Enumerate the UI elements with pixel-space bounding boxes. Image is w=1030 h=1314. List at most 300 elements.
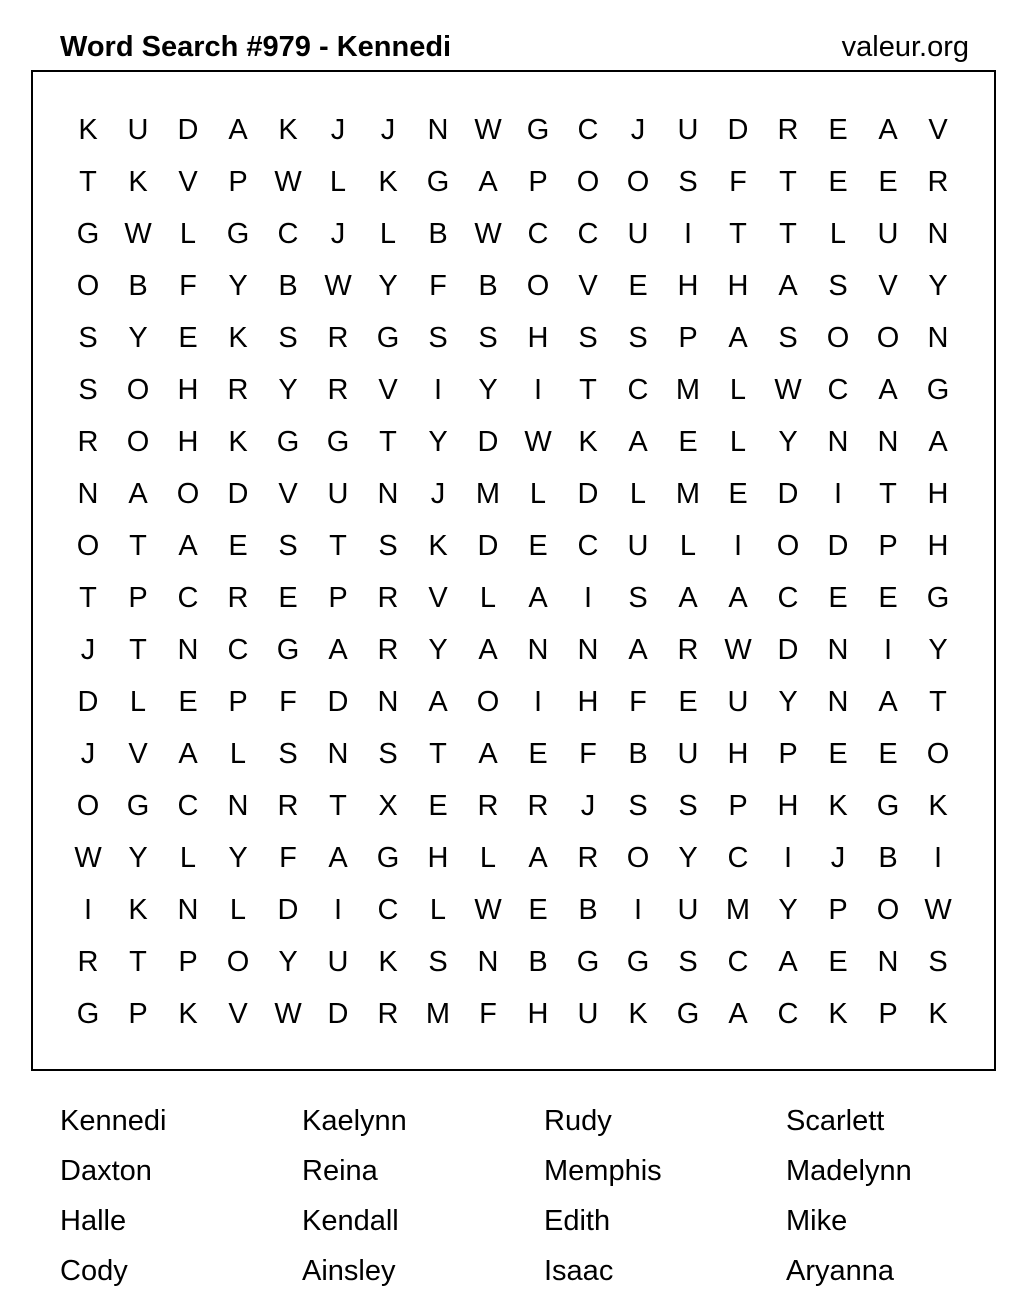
grid-cell[interactable]: F [279, 685, 297, 718]
grid-cell[interactable]: S [628, 321, 648, 354]
grid-cell[interactable]: P [328, 581, 348, 614]
grid-cell[interactable]: M [725, 893, 751, 926]
grid-cell[interactable]: C [527, 217, 549, 250]
grid-cell[interactable]: G [126, 789, 150, 822]
grid-cell[interactable]: M [675, 373, 701, 406]
grid-cell[interactable]: O [176, 477, 200, 510]
grid-cell[interactable]: S [278, 737, 298, 770]
grid-cell[interactable]: M [425, 997, 451, 1030]
grid-cell[interactable]: J [330, 217, 346, 250]
grid-cell[interactable]: U [677, 113, 699, 146]
grid-cell[interactable]: N [827, 685, 849, 718]
grid-cell[interactable]: S [678, 945, 698, 978]
grid-cell[interactable]: G [426, 165, 450, 198]
grid-cell[interactable]: P [228, 165, 248, 198]
grid-cell[interactable]: G [76, 997, 100, 1030]
grid-cell[interactable]: T [329, 789, 347, 822]
grid-cell[interactable]: F [279, 841, 297, 874]
grid-cell[interactable]: E [178, 321, 198, 354]
grid-cell[interactable]: I [833, 477, 843, 510]
grid-cell[interactable]: L [379, 217, 397, 250]
grid-cell[interactable]: R [527, 789, 549, 822]
grid-cell[interactable]: Y [278, 373, 298, 406]
grid-cell[interactable]: L [429, 893, 447, 926]
grid-cell[interactable]: A [878, 373, 898, 406]
grid-cell[interactable]: Y [378, 269, 398, 302]
grid-cell[interactable]: O [76, 789, 100, 822]
grid-cell[interactable]: W [524, 425, 552, 458]
grid-cell[interactable]: A [428, 685, 448, 718]
grid-cell[interactable]: P [878, 997, 898, 1030]
grid-cell[interactable]: S [578, 321, 598, 354]
grid-cell[interactable]: O [126, 373, 150, 406]
grid-cell[interactable]: S [428, 321, 448, 354]
grid-cell[interactable]: I [83, 893, 93, 926]
grid-cell[interactable]: R [477, 789, 499, 822]
grid-cell[interactable]: O [626, 165, 650, 198]
grid-cell[interactable]: W [474, 217, 502, 250]
grid-cell[interactable]: E [828, 737, 848, 770]
grid-cell[interactable]: D [327, 997, 349, 1030]
grid-cell[interactable]: C [227, 633, 249, 666]
grid-cell[interactable]: S [78, 321, 98, 354]
grid-cell[interactable]: U [577, 997, 599, 1030]
grid-cell[interactable]: R [677, 633, 699, 666]
grid-cell[interactable]: W [774, 373, 802, 406]
grid-cell[interactable]: V [928, 113, 948, 146]
grid-cell[interactable]: D [277, 893, 299, 926]
grid-cell[interactable]: Y [428, 425, 448, 458]
grid-cell[interactable]: Y [128, 321, 148, 354]
grid-cell[interactable]: S [428, 945, 448, 978]
grid-cell[interactable]: V [428, 581, 448, 614]
grid-cell[interactable]: L [829, 217, 847, 250]
grid-cell[interactable]: U [877, 217, 899, 250]
grid-cell[interactable]: J [630, 113, 646, 146]
grid-cell[interactable]: A [478, 633, 498, 666]
grid-cell[interactable]: N [377, 477, 399, 510]
grid-cell[interactable]: O [776, 529, 800, 562]
grid-cell[interactable]: I [933, 841, 943, 874]
grid-cell[interactable]: K [628, 997, 648, 1030]
grid-cell[interactable]: L [729, 373, 747, 406]
grid-cell[interactable]: I [883, 633, 893, 666]
grid-cell[interactable]: E [278, 581, 298, 614]
grid-cell[interactable]: A [628, 633, 648, 666]
grid-cell[interactable]: I [583, 581, 593, 614]
grid-cell[interactable]: N [77, 477, 99, 510]
grid-cell[interactable]: P [178, 945, 198, 978]
grid-cell[interactable]: A [128, 477, 148, 510]
grid-cell[interactable]: C [727, 841, 749, 874]
grid-cell[interactable]: S [78, 373, 98, 406]
grid-cell[interactable]: T [79, 165, 97, 198]
grid-cell[interactable]: N [327, 737, 349, 770]
grid-cell[interactable]: E [428, 789, 448, 822]
grid-cell[interactable]: E [828, 113, 848, 146]
grid-cell[interactable]: I [433, 373, 443, 406]
grid-cell[interactable]: K [928, 997, 948, 1030]
grid-cell[interactable]: U [627, 217, 649, 250]
grid-cell[interactable]: K [128, 893, 148, 926]
grid-cell[interactable]: G [926, 581, 950, 614]
grid-cell[interactable]: K [178, 997, 198, 1030]
grid-cell[interactable]: T [329, 529, 347, 562]
grid-cell[interactable]: N [577, 633, 599, 666]
grid-cell[interactable]: K [378, 165, 398, 198]
grid-cell[interactable]: I [533, 685, 543, 718]
grid-cell[interactable]: V [578, 269, 598, 302]
grid-cell[interactable]: E [528, 529, 548, 562]
grid-cell[interactable]: T [929, 685, 947, 718]
grid-cell[interactable]: W [474, 893, 502, 926]
grid-cell[interactable]: R [77, 425, 99, 458]
grid-cell[interactable]: D [77, 685, 99, 718]
grid-cell[interactable]: F [629, 685, 647, 718]
grid-cell[interactable]: T [129, 529, 147, 562]
grid-cell[interactable]: K [928, 789, 948, 822]
grid-cell[interactable]: A [328, 841, 348, 874]
grid-cell[interactable]: H [427, 841, 449, 874]
grid-cell[interactable]: P [228, 685, 248, 718]
grid-cell[interactable]: F [729, 165, 747, 198]
grid-cell[interactable]: K [428, 529, 448, 562]
grid-cell[interactable]: P [878, 529, 898, 562]
grid-cell[interactable]: A [628, 425, 648, 458]
grid-cell[interactable]: A [478, 165, 498, 198]
grid-cell[interactable]: A [178, 529, 198, 562]
grid-cell[interactable]: C [727, 945, 749, 978]
grid-cell[interactable]: L [679, 529, 697, 562]
grid-cell[interactable]: U [327, 945, 349, 978]
grid-cell[interactable]: L [229, 737, 247, 770]
grid-cell[interactable]: N [827, 425, 849, 458]
grid-cell[interactable]: L [479, 841, 497, 874]
grid-cell[interactable]: L [479, 581, 497, 614]
grid-cell[interactable]: D [177, 113, 199, 146]
grid-cell[interactable]: G [676, 997, 700, 1030]
grid-cell[interactable]: Y [478, 373, 498, 406]
grid-cell[interactable]: J [830, 841, 846, 874]
grid-cell[interactable]: A [728, 321, 748, 354]
grid-cell[interactable]: G [876, 789, 900, 822]
grid-cell[interactable]: U [327, 477, 349, 510]
grid-cell[interactable]: S [378, 737, 398, 770]
grid-cell[interactable]: W [324, 269, 352, 302]
grid-cell[interactable]: L [629, 477, 647, 510]
grid-cell[interactable]: P [528, 165, 548, 198]
grid-cell[interactable]: B [278, 269, 298, 302]
grid-cell[interactable]: K [278, 113, 298, 146]
grid-cell[interactable]: H [727, 269, 749, 302]
grid-cell[interactable]: D [727, 113, 749, 146]
grid-cell[interactable]: D [227, 477, 249, 510]
grid-cell[interactable]: Y [128, 841, 148, 874]
grid-cell[interactable]: O [226, 945, 250, 978]
grid-cell[interactable]: W [124, 217, 152, 250]
grid-cell[interactable]: B [628, 737, 648, 770]
grid-cell[interactable]: O [876, 321, 900, 354]
grid-cell[interactable]: S [928, 945, 948, 978]
grid-cell[interactable]: O [526, 269, 550, 302]
grid-cell[interactable]: H [527, 321, 549, 354]
grid-cell[interactable]: E [878, 737, 898, 770]
grid-cell[interactable]: M [475, 477, 501, 510]
grid-cell[interactable]: N [827, 633, 849, 666]
grid-cell[interactable]: S [828, 269, 848, 302]
grid-cell[interactable]: N [227, 789, 249, 822]
grid-cell[interactable]: P [128, 581, 148, 614]
grid-cell[interactable]: I [633, 893, 643, 926]
grid-cell[interactable]: W [474, 113, 502, 146]
grid-cell[interactable]: T [779, 165, 797, 198]
grid-cell[interactable]: E [878, 581, 898, 614]
grid-cell[interactable]: T [129, 633, 147, 666]
grid-cell[interactable]: N [177, 893, 199, 926]
grid-cell[interactable]: B [428, 217, 448, 250]
grid-cell[interactable]: K [128, 165, 148, 198]
grid-cell[interactable]: E [628, 269, 648, 302]
grid-cell[interactable]: U [127, 113, 149, 146]
grid-cell[interactable]: D [477, 425, 499, 458]
grid-cell[interactable]: A [728, 997, 748, 1030]
grid-cell[interactable]: P [678, 321, 698, 354]
grid-cell[interactable]: L [729, 425, 747, 458]
grid-cell[interactable]: Y [228, 841, 248, 874]
grid-cell[interactable]: C [577, 113, 599, 146]
grid-cell[interactable]: G [376, 841, 400, 874]
grid-cell[interactable]: A [478, 737, 498, 770]
grid-cell[interactable]: S [628, 789, 648, 822]
grid-cell[interactable]: A [778, 945, 798, 978]
grid-cell[interactable]: E [228, 529, 248, 562]
grid-cell[interactable]: B [478, 269, 498, 302]
grid-cell[interactable]: A [328, 633, 348, 666]
grid-cell[interactable]: U [627, 529, 649, 562]
grid-cell[interactable]: C [177, 789, 199, 822]
grid-cell[interactable]: G [526, 113, 550, 146]
grid-cell[interactable]: O [876, 893, 900, 926]
grid-cell[interactable]: G [76, 217, 100, 250]
grid-cell[interactable]: C [777, 997, 799, 1030]
grid-cell[interactable]: R [77, 945, 99, 978]
grid-cell[interactable]: P [128, 997, 148, 1030]
grid-cell[interactable]: E [828, 581, 848, 614]
grid-cell[interactable]: L [229, 893, 247, 926]
grid-cell[interactable]: E [178, 685, 198, 718]
grid-cell[interactable]: N [527, 633, 549, 666]
grid-cell[interactable]: C [627, 373, 649, 406]
grid-cell[interactable]: U [727, 685, 749, 718]
grid-cell[interactable]: J [580, 789, 596, 822]
grid-cell[interactable]: D [777, 633, 799, 666]
grid-cell[interactable]: D [327, 685, 349, 718]
grid-cell[interactable]: O [76, 269, 100, 302]
grid-cell[interactable]: I [333, 893, 343, 926]
grid-cell[interactable]: U [677, 737, 699, 770]
grid-cell[interactable]: J [80, 737, 96, 770]
grid-cell[interactable]: J [80, 633, 96, 666]
grid-cell[interactable]: D [477, 529, 499, 562]
grid-cell[interactable]: D [577, 477, 599, 510]
grid-cell[interactable]: E [678, 685, 698, 718]
grid-cell[interactable]: H [177, 425, 199, 458]
grid-cell[interactable]: S [278, 529, 298, 562]
grid-cell[interactable]: Y [428, 633, 448, 666]
grid-cell[interactable]: R [577, 841, 599, 874]
grid-cell[interactable]: K [378, 945, 398, 978]
grid-cell[interactable]: N [877, 945, 899, 978]
grid-cell[interactable]: N [927, 217, 949, 250]
grid-cell[interactable]: K [828, 997, 848, 1030]
grid-cell[interactable]: I [733, 529, 743, 562]
grid-cell[interactable]: B [878, 841, 898, 874]
grid-cell[interactable]: S [628, 581, 648, 614]
grid-cell[interactable]: H [927, 477, 949, 510]
grid-cell[interactable]: E [828, 945, 848, 978]
grid-cell[interactable]: K [228, 425, 248, 458]
grid-cell[interactable]: A [878, 685, 898, 718]
grid-cell[interactable]: L [329, 165, 347, 198]
grid-cell[interactable]: K [828, 789, 848, 822]
grid-cell[interactable]: R [227, 373, 249, 406]
grid-cell[interactable]: E [678, 425, 698, 458]
grid-cell[interactable]: V [228, 997, 248, 1030]
grid-cell[interactable]: G [326, 425, 350, 458]
grid-cell[interactable]: Y [928, 269, 948, 302]
grid-cell[interactable]: W [274, 165, 302, 198]
grid-cell[interactable]: R [377, 581, 399, 614]
grid-cell[interactable]: R [227, 581, 249, 614]
grid-cell[interactable]: C [377, 893, 399, 926]
grid-cell[interactable]: H [677, 269, 699, 302]
grid-cell[interactable]: Y [778, 685, 798, 718]
grid-cell[interactable]: R [327, 321, 349, 354]
grid-cell[interactable]: O [626, 841, 650, 874]
grid-cell[interactable]: N [477, 945, 499, 978]
grid-cell[interactable]: F [479, 997, 497, 1030]
grid-cell[interactable]: J [430, 477, 446, 510]
grid-cell[interactable]: G [926, 373, 950, 406]
grid-cell[interactable]: A [928, 425, 948, 458]
grid-cell[interactable]: L [529, 477, 547, 510]
grid-cell[interactable]: A [528, 841, 548, 874]
grid-cell[interactable]: E [528, 737, 548, 770]
grid-cell[interactable]: N [377, 685, 399, 718]
grid-cell[interactable]: R [777, 113, 799, 146]
grid-cell[interactable]: N [877, 425, 899, 458]
grid-cell[interactable]: C [177, 581, 199, 614]
grid-cell[interactable]: A [778, 269, 798, 302]
grid-cell[interactable]: H [777, 789, 799, 822]
grid-cell[interactable]: V [378, 373, 398, 406]
grid-cell[interactable]: Y [678, 841, 698, 874]
grid-cell[interactable]: P [778, 737, 798, 770]
grid-cell[interactable]: T [379, 425, 397, 458]
grid-cell[interactable]: I [533, 373, 543, 406]
grid-cell[interactable]: O [826, 321, 850, 354]
grid-cell[interactable]: N [177, 633, 199, 666]
grid-cell[interactable]: F [429, 269, 447, 302]
grid-cell[interactable]: O [126, 425, 150, 458]
grid-cell[interactable]: B [528, 945, 548, 978]
grid-cell[interactable]: S [678, 165, 698, 198]
grid-cell[interactable]: C [577, 529, 599, 562]
grid-cell[interactable]: A [678, 581, 698, 614]
grid-cell[interactable]: O [926, 737, 950, 770]
grid-cell[interactable]: K [578, 425, 598, 458]
grid-cell[interactable]: N [927, 321, 949, 354]
grid-cell[interactable]: S [378, 529, 398, 562]
grid-cell[interactable]: R [927, 165, 949, 198]
grid-cell[interactable]: T [79, 581, 97, 614]
grid-cell[interactable]: C [827, 373, 849, 406]
grid-cell[interactable]: G [576, 945, 600, 978]
grid-cell[interactable]: S [478, 321, 498, 354]
grid-cell[interactable]: L [129, 685, 147, 718]
grid-cell[interactable]: T [579, 373, 597, 406]
grid-cell[interactable]: H [927, 529, 949, 562]
grid-cell[interactable]: O [576, 165, 600, 198]
grid-cell[interactable]: V [178, 165, 198, 198]
grid-cell[interactable]: N [427, 113, 449, 146]
grid-cell[interactable]: E [878, 165, 898, 198]
grid-cell[interactable]: H [177, 373, 199, 406]
grid-cell[interactable]: S [678, 789, 698, 822]
grid-cell[interactable]: C [777, 581, 799, 614]
grid-cell[interactable]: R [327, 373, 349, 406]
grid-cell[interactable]: S [278, 321, 298, 354]
grid-cell[interactable]: U [677, 893, 699, 926]
grid-cell[interactable]: D [777, 477, 799, 510]
grid-cell[interactable]: F [179, 269, 197, 302]
grid-cell[interactable]: Y [928, 633, 948, 666]
grid-cell[interactable]: G [276, 633, 300, 666]
grid-cell[interactable]: W [724, 633, 752, 666]
grid-cell[interactable]: S [778, 321, 798, 354]
grid-cell[interactable]: E [728, 477, 748, 510]
grid-cell[interactable]: E [528, 893, 548, 926]
grid-cell[interactable]: C [277, 217, 299, 250]
grid-cell[interactable]: H [577, 685, 599, 718]
grid-cell[interactable]: T [729, 217, 747, 250]
grid-cell[interactable]: H [727, 737, 749, 770]
grid-cell[interactable]: K [78, 113, 98, 146]
grid-cell[interactable]: B [128, 269, 148, 302]
grid-cell[interactable]: X [378, 789, 398, 822]
grid-cell[interactable]: C [577, 217, 599, 250]
grid-cell[interactable]: A [178, 737, 198, 770]
grid-cell[interactable]: L [179, 217, 197, 250]
grid-cell[interactable]: T [779, 217, 797, 250]
grid-cell[interactable]: A [728, 581, 748, 614]
grid-cell[interactable]: D [827, 529, 849, 562]
grid-cell[interactable]: T [879, 477, 897, 510]
grid-cell[interactable]: E [828, 165, 848, 198]
grid-cell[interactable]: J [380, 113, 396, 146]
grid-cell[interactable]: P [828, 893, 848, 926]
grid-cell[interactable]: F [579, 737, 597, 770]
grid-cell[interactable]: B [578, 893, 598, 926]
grid-cell[interactable]: A [528, 581, 548, 614]
grid-cell[interactable]: H [527, 997, 549, 1030]
grid-cell[interactable]: R [377, 633, 399, 666]
grid-cell[interactable]: R [377, 997, 399, 1030]
grid-cell[interactable]: I [683, 217, 693, 250]
grid-cell[interactable]: G [376, 321, 400, 354]
grid-cell[interactable]: V [128, 737, 148, 770]
grid-cell[interactable]: G [626, 945, 650, 978]
